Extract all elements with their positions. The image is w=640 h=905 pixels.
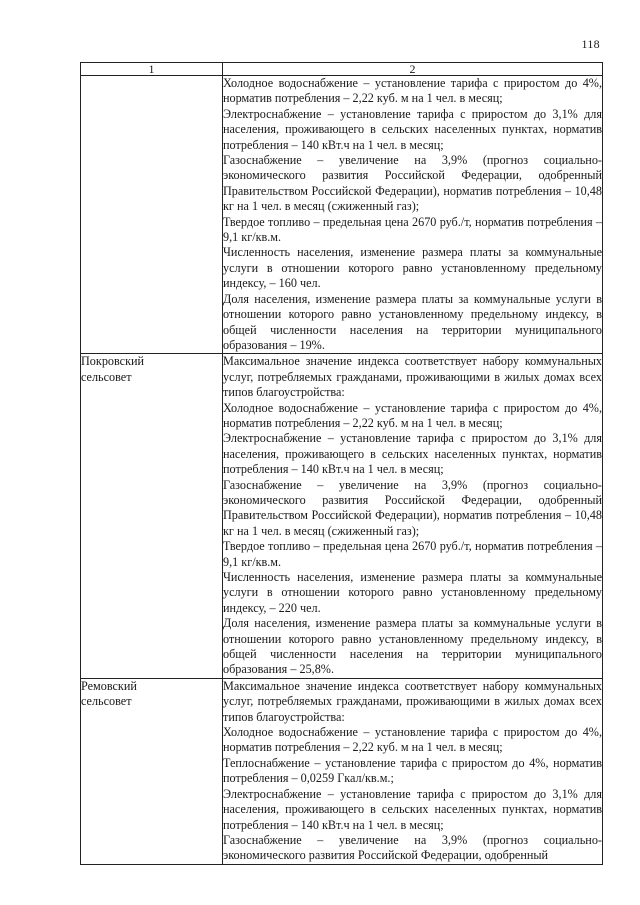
municipality-name-line: сельсовет [81, 694, 132, 709]
table-header-row [81, 63, 603, 76]
municipality-name-line: сельсовет [81, 369, 132, 384]
municipality-name-line: Ремовский [81, 678, 137, 693]
table-row [81, 678, 603, 864]
paragraph: Численность населения, изменение размера платы за коммунальные услуги в отношении которого равно установленному предельному индексу, – 220 чел. [223, 570, 602, 615]
paragraph: Электроснабжение – установление тарифа с приростом до 3,1% для населения, проживающего в сельских населенных пунктах, норматив потребления – 140 кВт.ч на 1 чел. в месяц; [223, 786, 602, 832]
paragraph: Доля населения, изменение размера платы за коммунальные услуги в отношении которого равно установленному предельному индексу, в общей численности населения на территории муниципального образования – 25,8%. [223, 616, 602, 677]
tariff-table [80, 62, 603, 865]
paragraph: Холодное водоснабжение – установление тарифа с приростом до 4%, норматив потребления – 2,22 куб. м на 1 чел. в месяц; [223, 76, 602, 106]
table-row [81, 354, 603, 679]
paragraph: Твердое топливо – предельная цена 2670 руб./т, норматив потребления – 9,1 кг/кв.м. [223, 539, 602, 569]
paragraph: Холодное водоснабжение – установление тарифа с приростом до 4%, норматив потребления – 2,22 куб. м на 1 чел. в месяц; [223, 400, 602, 430]
description-cell [223, 354, 603, 679]
paragraph: Холодное водоснабжение – установление тарифа с приростом до 4%, норматив потребления – 2,22 куб. м на 1 чел. в месяц; [223, 725, 602, 755]
paragraph: Максимальное значение индекса соответствует набору коммунальных услуг, потребляемых гражданами, проживающими в жилых домах всех типов благоустройства: [223, 354, 602, 400]
paragraph: Доля населения, изменение размера платы за коммунальные услуги в отношении которого равно установленному предельному индексу, в общей численности населения на территории муниципального образования – 19%. [223, 291, 602, 352]
description-cell [223, 76, 603, 354]
municipality-cell [81, 354, 223, 679]
paragraph: Теплоснабжение – установление тарифа с приростом до 4%, норматив потребления – 0,0259 Гкал/кв.м.; [223, 755, 602, 786]
paragraph: Газоснабжение – увеличение на 3,9% (прогноз социально-экономического развития Российской Федерации, одобренный [223, 832, 602, 863]
paragraph: Газоснабжение – увеличение на 3,9% (прогноз социально-экономического развития Российской Федерации, одобренный Правительством Российской Федерации), норматив потребления – 10,48 кг на 1 чел. в месяц (сжиженный газ); [223, 477, 602, 538]
column-header-2: 2 [223, 63, 603, 76]
page-number: 118 [581, 37, 600, 51]
municipality-name-line: Покровский [81, 354, 145, 369]
paragraph: Твердое топливо – предельная цена 2670 руб./т, норматив потребления – 9,1 кг/кв.м. [223, 214, 602, 245]
paragraph: Газоснабжение – увеличение на 3,9% (прогноз социально-экономического развития Российской Федерации, одобренный Правительством Российской Федерации), норматив потребления – 10,48 кг на 1 чел. в месяц (сжиженный газ); [223, 153, 602, 214]
paragraph: Электроснабжение – установление тарифа с приростом до 3,1% для населения, проживающего в сельских населенных пунктах, норматив потребления – 140 кВт.ч на 1 чел. в месяц; [223, 431, 602, 477]
municipality-cell [81, 678, 223, 864]
paragraph: Численность населения, изменение размера платы за коммунальные услуги в отношении которого равно установленному предельному индексу, – 160 чел. [223, 245, 602, 291]
paragraph: Максимальное значение индекса соответствует набору коммунальных услуг, потребляемых гражданами, проживающими в жилых домах всех типов благоустройства: [223, 678, 602, 724]
description-cell [223, 678, 603, 864]
column-header-1: 1 [81, 63, 223, 76]
paragraph: Электроснабжение – установление тарифа с приростом до 3,1% для населения, проживающего в сельских населенных пунктах, норматив потребления – 140 кВт.ч на 1 чел. в месяц; [223, 106, 602, 152]
municipality-cell [81, 76, 223, 354]
table-row [81, 76, 603, 354]
